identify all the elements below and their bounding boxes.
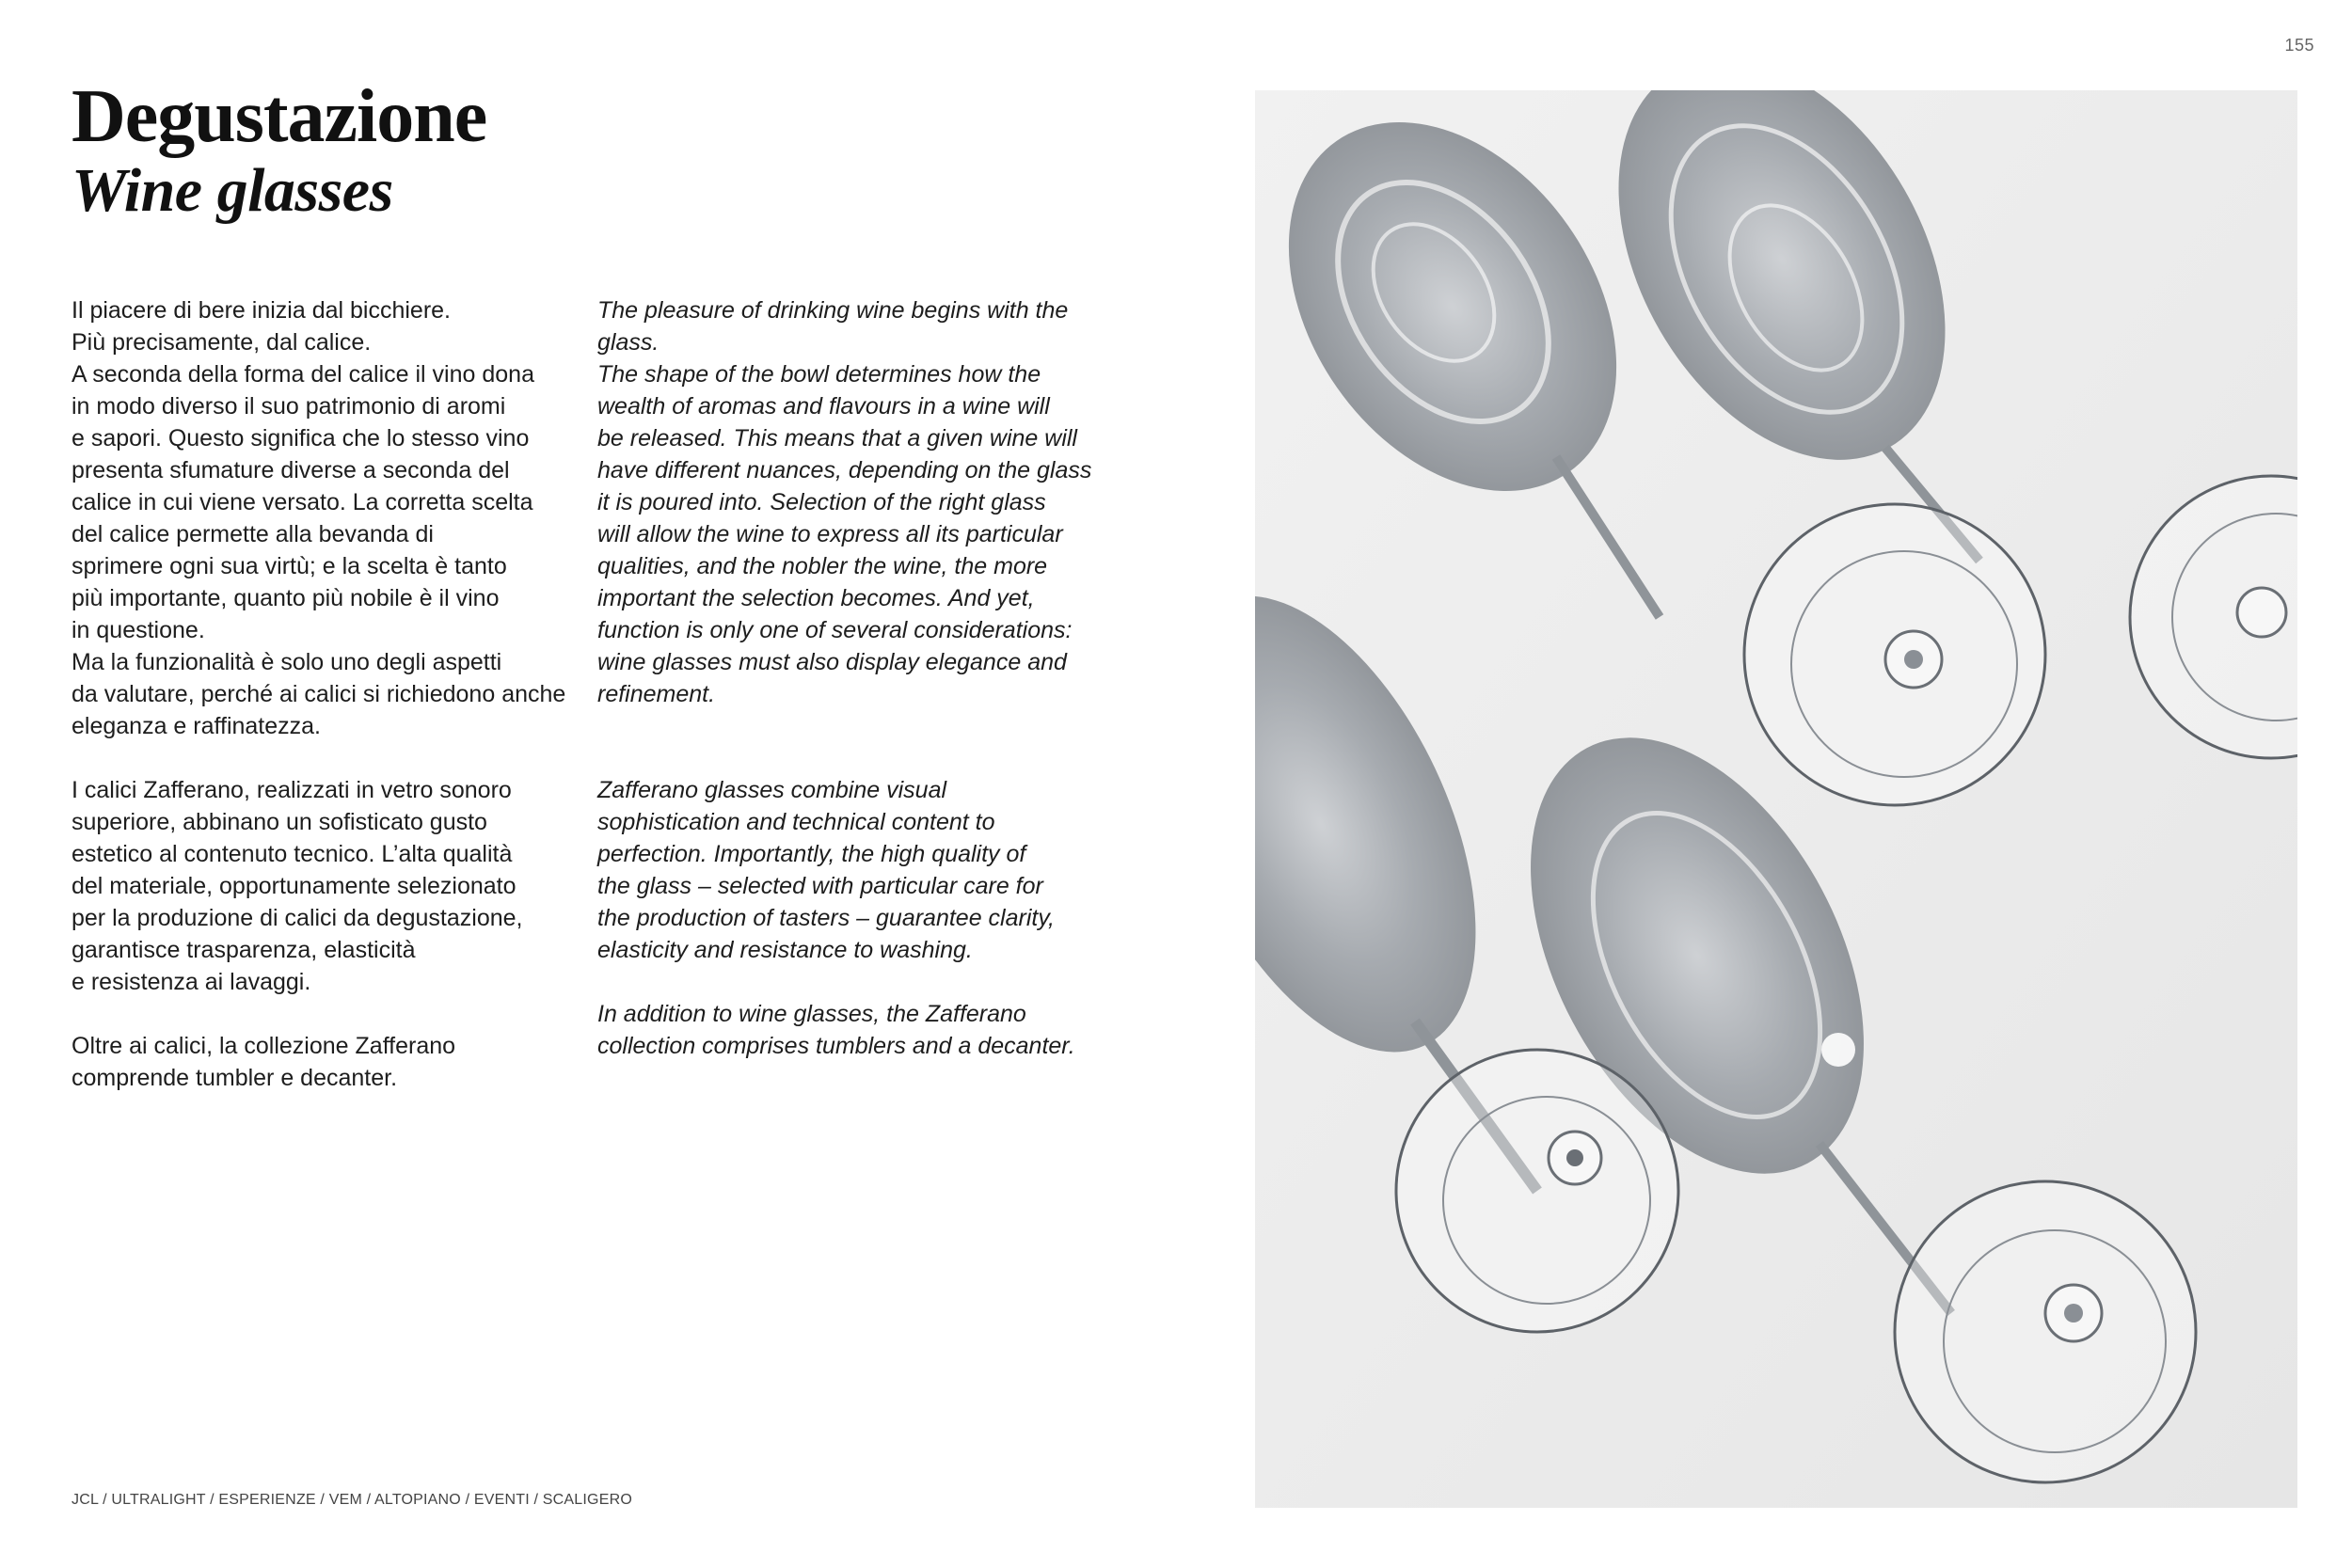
title-block (72, 75, 486, 224)
footer-navigation: JCL / ULTRALIGHT / ESPERIENZE / VEM / ALTOPIANO / EVENTI / SCALIGERO (72, 1492, 632, 1508)
wine-glasses-photo (1255, 90, 2297, 1508)
english-paragraph-3: In addition to wine glasses, the Zafferano collection comprises tumblers and a decanter. (597, 1001, 1075, 1059)
wine-glass-1 (1744, 504, 2045, 805)
italian-paragraph-2: I calici Zafferano, realizzati in vetro sonoro superiore, abbinano un sofisticato gusto estetico al contenuto tecnico. L’alta qualità del materiale, opportunamente selezionato per la produzione di calici da degustazione, garantisce trasparenza, elasticità e resistenza ai lavaggi. (72, 777, 523, 995)
wine-glass-4 (1895, 1181, 2196, 1482)
page-title: Degustazione (72, 75, 487, 158)
italian-paragraph-1: Il piacere di bere inizia dal bicchiere. Più precisamente, dal calice. A seconda della forma del calice il vino dona in modo diverso il suo patrimonio di aromi e sapori. Questo significa che lo stesso vino presenta sfumature diverse a seconda del calice in cui viene versato. La corretta scelta del calice permette alla bevanda di sprimere ogni sua virtù; e la scelta è tanto più importante, quanto più nobile è il vino in questione. Ma la funzionalità è solo uno degli aspetti da valutare, perché ai calici si richiedono anche eleganza e raffinatezza. (72, 297, 566, 739)
english-paragraph-2: Zafferano glasses combine visual sophistication and technical content to perfection. Importantly, the high quality of the glass – selected with particular care for the production of tasters – guarantee clarity, elasticity and resistance to washing. (597, 777, 1055, 963)
page-subtitle: Wine glasses (72, 156, 393, 225)
english-paragraph-1: The pleasure of drinking wine begins with the glass. The shape of the bowl determines how the wealth of aromas and flavours in a wine will be released. This means that a given wine will have different nuances, depending on the glass it is poured into. Selection of the right glass will allow the wine to express all its particular qualities, and the nobler the wine, the more important the selection becomes. And yet, function is only one of several considerations: wine glasses must also display elegance and refinement. (597, 297, 1092, 707)
italian-paragraph-3: Oltre ai calici, la collezione Zafferano comprende tumbler e decanter. (72, 1033, 456, 1091)
page-number: 155 (2284, 36, 2314, 55)
english-text-column (597, 294, 1124, 1062)
italian-text-column (72, 294, 598, 1094)
wine-glass-3 (1396, 1050, 1678, 1332)
